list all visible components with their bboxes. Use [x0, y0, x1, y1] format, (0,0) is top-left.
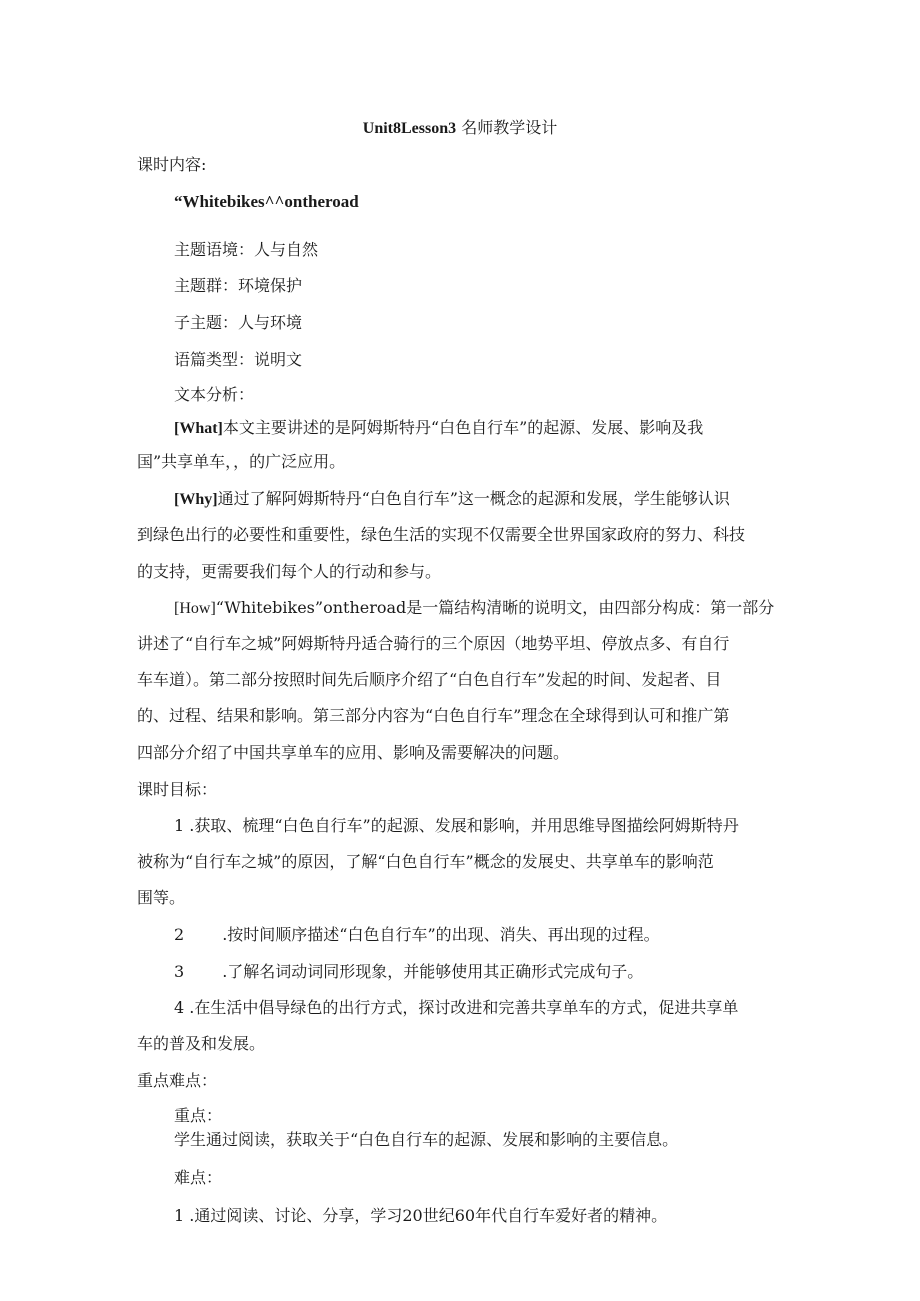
title-english: Unit8Lesson3	[362, 120, 457, 137]
sub-theme: 子主题：人与环境	[174, 313, 303, 332]
why-paragraph-line-1	[174, 489, 730, 510]
key-text: 学生通过阅读，获取关于“白色自行车的起源、发展和影响的主要信息。	[174, 1130, 679, 1149]
goal-4-line-1-text: .在生活中倡导绿色的出行方式，探讨改进和完善共享单车的方式，促进共享单	[189, 998, 739, 1017]
goal-3-number: 3	[174, 962, 185, 981]
text-analysis-label: 文本分析：	[174, 385, 255, 404]
goal-4-line-1	[174, 998, 738, 1018]
how-tag: [How]	[174, 600, 216, 617]
what-line-1-text: 本文主要讲述的是阿姆斯特丹“白色自行车”的起源、发展、影响及我	[222, 418, 704, 437]
why-tag: [Why]	[174, 491, 218, 508]
document-title	[0, 118, 920, 139]
theme-context: 主题语境：人与自然	[174, 240, 319, 259]
what-tag: [What]	[174, 420, 223, 437]
why-paragraph-line-3: 的支持，更需要我们每个人的行动和参与。	[137, 562, 442, 581]
why-line-1-text: 通过了解阿姆斯特丹“白色自行车”这一概念的起源和发展，学生能够认识	[217, 489, 730, 508]
difficult-label: 难点：	[174, 1168, 223, 1187]
lesson-content-label: 课时内容:	[137, 155, 207, 174]
goal-1-line-1	[174, 816, 739, 836]
how-paragraph-line-4: 的、过程、结果和影响。第三部分内容为“白色自行车”理念在全球得到认可和推广第	[137, 706, 730, 725]
what-paragraph-line-2: 国”共享单车，，的广泛应用。	[137, 452, 346, 471]
goal-1-number: 1	[174, 816, 185, 835]
theme-group: 主题群：环境保护	[174, 276, 303, 295]
goal-4-number: 4	[174, 998, 185, 1017]
key-points-label: 重点难点：	[137, 1071, 218, 1090]
difficult-item-1-number: 1	[174, 1206, 185, 1225]
goal-1-line-1-text: .获取、梳理“白色自行车”的起源、发展和影响，并用思维导图描绘阿姆斯特丹	[189, 816, 739, 835]
how-paragraph-line-3: 车车道）。第二部分按照时间先后顺序介绍了“白色自行车”发起的时间、发起者、目	[137, 670, 722, 689]
goal-1-line-3: 围等。	[137, 888, 186, 907]
goal-3-text: .了解名词动词同形现象，并能够使用其正确形式完成句子。	[222, 962, 644, 981]
key-label: 重点：	[174, 1106, 223, 1125]
goal-3	[174, 962, 643, 982]
lesson-title: “Whitebikes^^ontheroad	[174, 192, 359, 211]
title-chinese: 名师教学设计	[461, 118, 558, 137]
text-type: 语篇类型：说明文	[174, 350, 303, 369]
goal-2	[174, 925, 660, 945]
how-line-1-text: “Whitebikes”ontheroad是一篇结构清晰的说明文，由四部分构成：第一部分	[215, 598, 775, 617]
why-paragraph-line-2: 到绿色出行的必要性和重要性，绿色生活的实现不仅需要全世界国家政府的努力、科技	[137, 525, 746, 544]
difficult-item-1-text: .通过阅读、讨论、分享，学习20世纪60年代自行车爱好者的精神。	[189, 1206, 668, 1225]
how-paragraph-line-5: 四部分介绍了中国共享单车的应用、影响及需要解决的问题。	[137, 743, 570, 762]
goal-1-line-2: 被称为“自行车之城”的原因，了解“白色自行车”概念的发展史、共享单车的影响范	[137, 852, 714, 871]
what-paragraph-line-1	[174, 418, 703, 439]
goal-2-text: .按时间顺序描述“白色自行车”的出现、消失、再出现的过程。	[222, 925, 660, 944]
goal-4-line-2: 车的普及和发展。	[137, 1034, 266, 1053]
goals-label: 课时目标：	[137, 780, 218, 799]
difficult-item-1	[174, 1206, 667, 1226]
how-paragraph-line-1	[174, 598, 774, 619]
goal-2-number: 2	[174, 925, 185, 944]
how-paragraph-line-2: 讲述了“自行车之城”阿姆斯特丹适合骑行的三个原因（地势平坦、停放点多、有自行	[137, 634, 730, 653]
